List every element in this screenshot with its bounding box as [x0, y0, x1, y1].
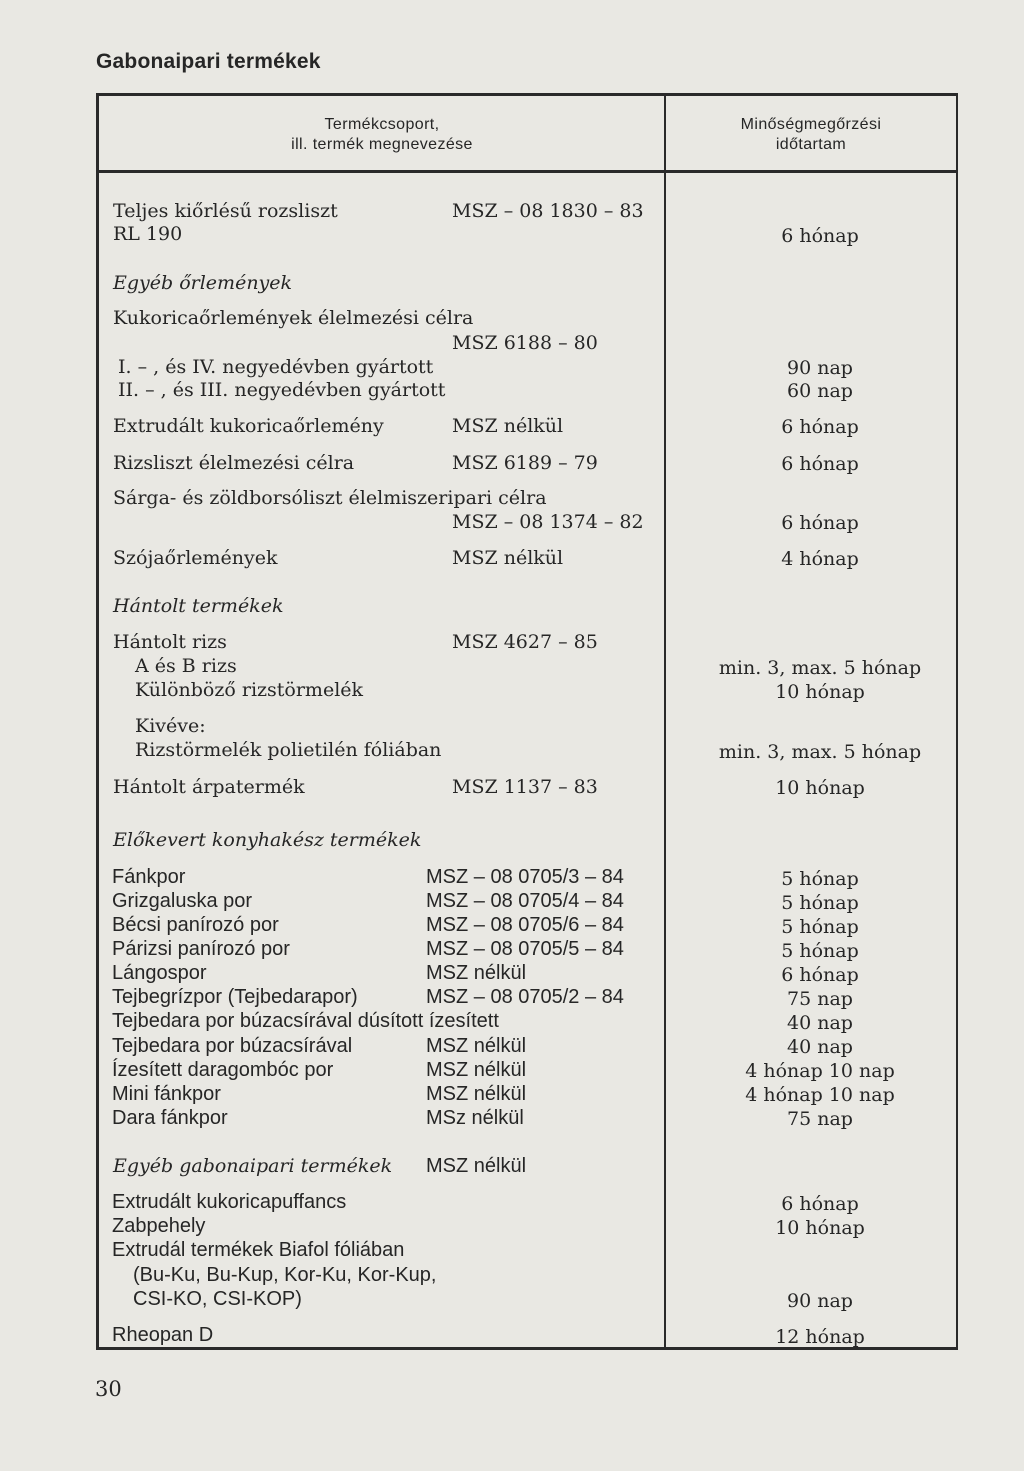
shelf-life-value: 5 hónap [781, 916, 859, 938]
standard-code: MSz nélkül [426, 1107, 524, 1129]
product-variant: Különböző rizstörmelék [135, 679, 364, 701]
shelf-life-value: 90 nap [787, 1290, 853, 1312]
shelf-life-value: 40 nap [787, 1036, 853, 1058]
product-name: Grizgaluska por [112, 890, 253, 912]
product-name: Kukoricaőrlemények élelmezési célra [113, 307, 474, 329]
product-name: Hántolt rizs [113, 631, 227, 653]
product-name: Lángospor [112, 962, 207, 984]
shelf-life-value: 5 hónap [781, 940, 859, 962]
shelf-life-value: 10 hónap [775, 777, 865, 799]
product-name: Rheopan D [112, 1324, 214, 1346]
shelf-life-value: 4 hónap 10 nap [745, 1084, 895, 1106]
product-variant: II. – , és III. negyedévben gyártott [118, 379, 446, 401]
product-name: Tejbegrízpor (Tejbedarapor) [112, 986, 358, 1008]
column-header-product-line1: Termékcsoport, [324, 116, 440, 133]
column-header-product-line2: ill. termék megnevezése [291, 136, 473, 153]
standard-code: MSZ – 08 1830 – 83 [452, 200, 644, 222]
column-divider [664, 96, 666, 1348]
standard-code: MSZ nélkül [452, 547, 564, 569]
product-name: Teljes kiőrlésű rozsliszt [113, 200, 338, 222]
page-number: 30 [95, 1377, 122, 1401]
column-header-shelf-life-line2: időtartam [775, 136, 847, 153]
shelf-life-value: 6 hónap [781, 512, 859, 534]
shelf-life-value: 6 hónap [781, 964, 859, 986]
column-header-shelf-life [666, 115, 956, 155]
standard-code: MSZ nélkül [426, 1155, 527, 1177]
product-variant: Rizstörmelék polietilén fóliában [135, 739, 442, 761]
standard-code: MSZ nélkül [426, 1035, 527, 1057]
standard-code: MSZ 6189 – 79 [452, 452, 598, 474]
standard-code: MSZ – 08 0705/4 – 84 [426, 890, 624, 912]
standard-code: MSZ nélkül [426, 1083, 527, 1105]
standard-code: MSZ – 08 0705/6 – 84 [426, 914, 624, 936]
shelf-life-value: 12 hónap [775, 1326, 865, 1348]
standard-code: MSZ – 08 0705/3 – 84 [426, 866, 624, 888]
product-name: Sárga- és zöldborsóliszt élelmiszeripari célra [113, 487, 547, 509]
product-name: Tejbedara por búzacsírával dúsított ízesített [112, 1010, 499, 1032]
section-heading: Előkevert konyhakész termékek [113, 829, 422, 851]
product-name: Dara fánkpor [112, 1107, 228, 1129]
product-name: Ízesített daragombóc por [112, 1059, 334, 1081]
standard-code: MSZ nélkül [426, 1059, 527, 1081]
product-name: Fánkpor [112, 866, 186, 888]
standard-code: MSZ – 08 0705/5 – 84 [426, 938, 624, 960]
section-heading: Hántolt termékek [113, 595, 284, 617]
shelf-life-value: 90 nap [787, 357, 853, 379]
column-header-product [100, 115, 664, 155]
section-heading: Egyéb gabonaipari termékek [113, 1155, 393, 1177]
section-heading: Egyéb őrlemények [113, 272, 293, 294]
column-header-shelf-life-line1: Minőségmegőrzési [740, 116, 882, 133]
shelf-life-value: 6 hónap [781, 225, 859, 247]
standard-code: MSZ – 08 1374 – 82 [452, 511, 644, 533]
shelf-life-value: 6 hónap [781, 416, 859, 438]
product-name: Szójaőrlemények [113, 547, 278, 569]
standard-code: MSZ 4627 – 85 [452, 631, 598, 653]
product-name: Zabpehely [112, 1215, 206, 1237]
header-rule [99, 170, 956, 173]
product-variant: Kivéve: [135, 715, 206, 737]
shelf-life-value: 10 hónap [775, 1217, 865, 1239]
shelf-life-value: 6 hónap [781, 1193, 859, 1215]
shelf-life-value: 40 nap [787, 1012, 853, 1034]
standard-code: MSZ 6188 – 80 [452, 332, 598, 354]
standard-code: MSZ nélkül [426, 962, 527, 984]
product-name: Extrudált kukoricapuffancs [112, 1191, 347, 1213]
product-name: Bécsi panírozó por [112, 914, 279, 936]
product-variant: CSI-KO, CSI-KOP) [133, 1288, 302, 1310]
shelf-life-value: 75 nap [787, 1108, 853, 1130]
page-header: Gabonaipari termékek [96, 50, 321, 73]
shelf-life-value: 6 hónap [781, 453, 859, 475]
product-name: Rizsliszt élelmezési célra [113, 452, 355, 474]
product-name: Extrudál termékek Biafol fóliában [112, 1239, 405, 1261]
product-variant: A és B rizs [135, 655, 237, 677]
shelf-life-value: 60 nap [787, 380, 853, 402]
shelf-life-value: 4 hónap [781, 548, 859, 570]
shelf-life-value: min. 3, max. 5 hónap [718, 741, 922, 763]
standard-code: MSZ 1137 – 83 [452, 776, 598, 798]
shelf-life-value: 75 nap [787, 988, 853, 1010]
shelf-life-value: 10 hónap [775, 681, 865, 703]
standard-code: MSZ – 08 0705/2 – 84 [426, 986, 624, 1008]
product-variant: I. – , és IV. negyedévben gyártott [118, 356, 434, 378]
product-name: Extrudált kukoricaőrlemény [113, 415, 384, 437]
product-name: Tejbedara por búzacsírával [112, 1035, 353, 1057]
product-name: Mini fánkpor [112, 1083, 221, 1105]
shelf-life-value: 4 hónap 10 nap [745, 1060, 895, 1082]
product-name: Párizsi panírozó por [112, 938, 290, 960]
shelf-life-value: min. 3, max. 5 hónap [718, 657, 922, 679]
shelf-life-value: 5 hónap [781, 892, 859, 914]
standard-code: MSZ nélkül [452, 415, 564, 437]
product-name: RL 190 [113, 223, 183, 245]
product-name: Hántolt árpatermék [113, 776, 305, 798]
product-variant: (Bu-Ku, Bu-Kup, Kor-Ku, Kor-Kup, [133, 1264, 437, 1286]
shelf-life-value: 5 hónap [781, 868, 859, 890]
